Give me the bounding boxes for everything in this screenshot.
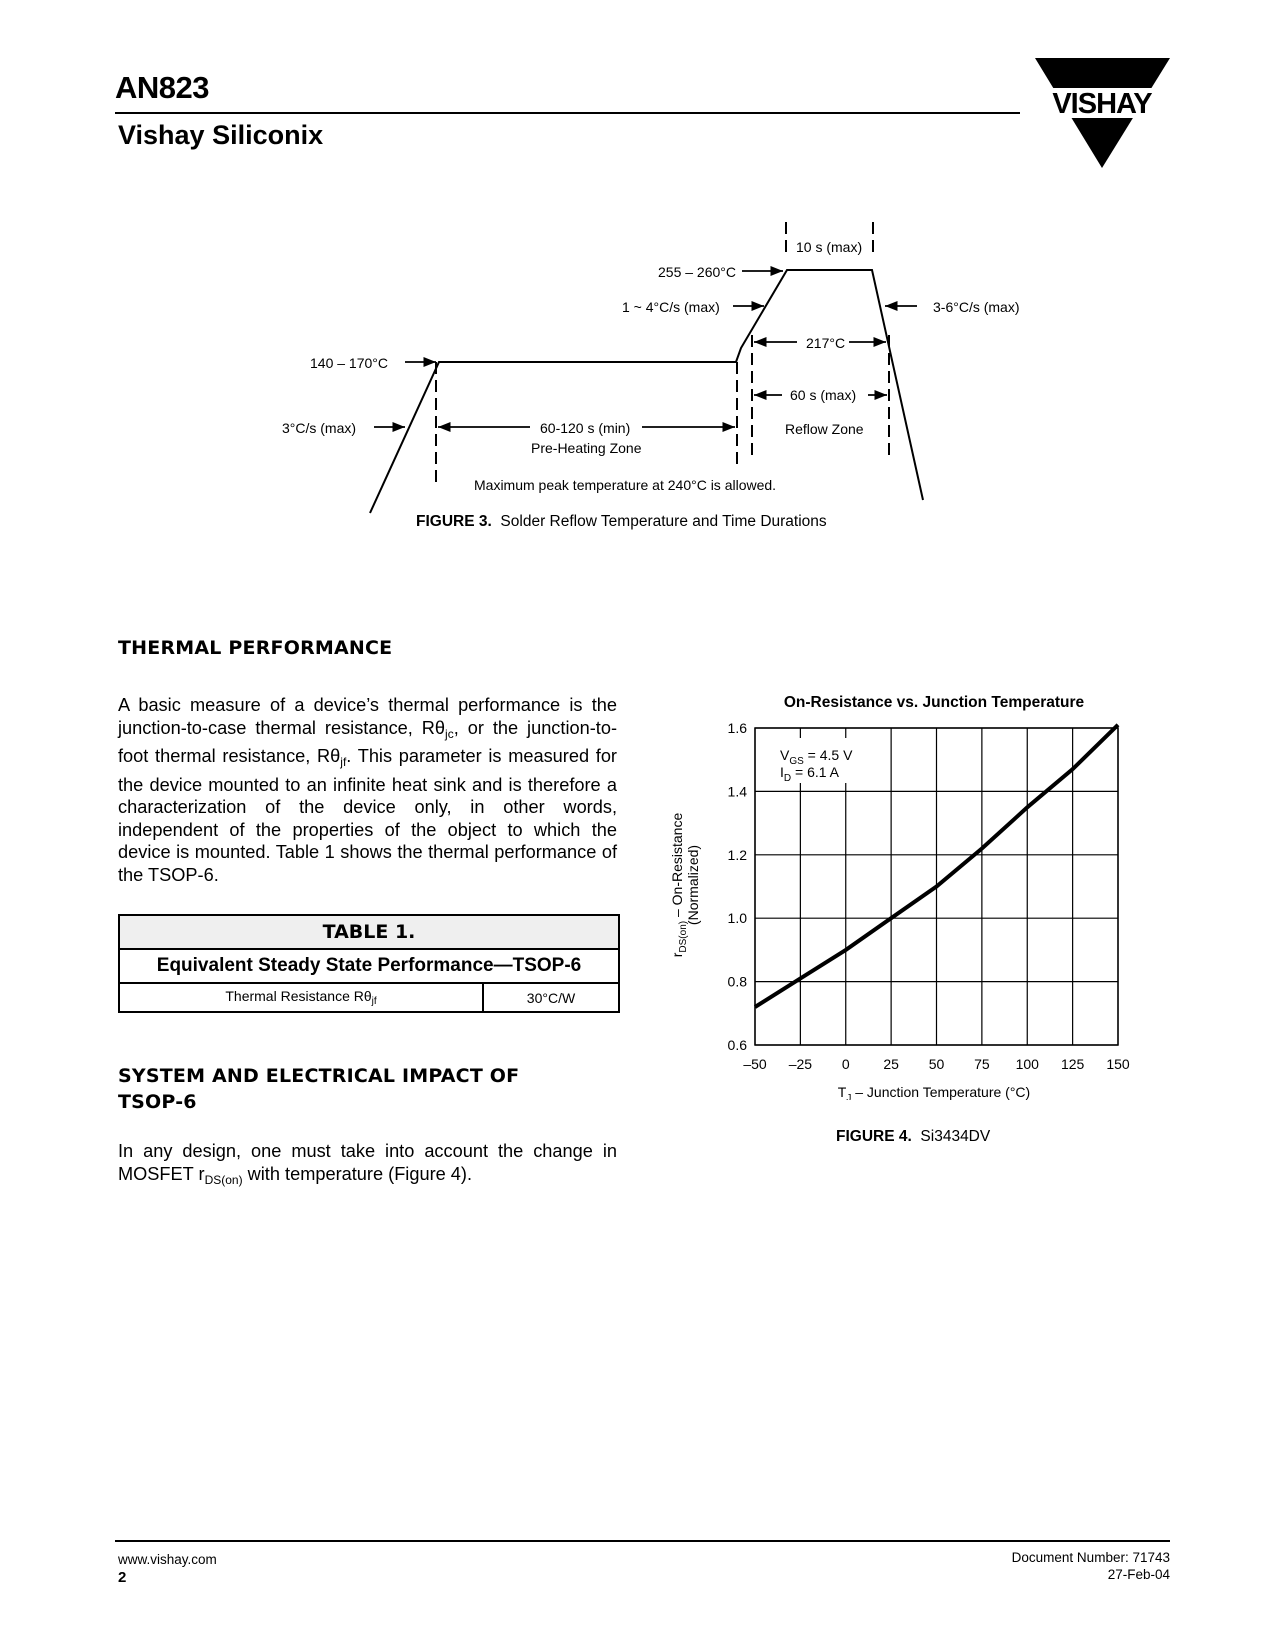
figure4-caption [836, 1128, 990, 1146]
label-preheat-time: 60-120 s (min) [540, 420, 631, 436]
system-impact-heading [118, 1063, 519, 1115]
page-number: 2 [118, 1569, 127, 1586]
system-text-1: In any design, one must take into account the change in MOSFET r [118, 1141, 617, 1184]
label-ramp-up: 1 ~ 4°C/s (max) [622, 299, 720, 315]
label-peak-temp: 255 – 260°C [658, 264, 736, 280]
figure3-caption-number: FIGURE 3. [416, 513, 492, 530]
figure4-caption-number: FIGURE 4. [836, 1128, 912, 1145]
table-row-label-text: Thermal Resistance Rθ [225, 988, 372, 1004]
table-row-value: 30°C/W [483, 983, 619, 1012]
system-paragraph [118, 1140, 617, 1191]
table-row-label-sub: jf [371, 996, 377, 1007]
figure4-caption-text: Si3434DV [920, 1128, 991, 1145]
y-axis-label-line1: $r_{DS(on)}$ – On-Resistance [669, 812, 689, 958]
system-text-2: with temperature (Figure 4). [242, 1163, 473, 1184]
x-tick-label: 50 [928, 1056, 945, 1072]
annotation-vgs: $V_{GS} = 4.5$ V [780, 747, 853, 767]
label-initial-ramp: 3°C/s (max) [282, 420, 357, 436]
x-tick-label: 75 [974, 1056, 990, 1072]
label-preheat-zone: Pre-Heating Zone [531, 440, 642, 456]
thermal-text-2: , or the junction-to-foot thermal resistance, Rθ [118, 717, 618, 766]
document-title: AN823 [115, 70, 209, 105]
company-name: Vishay Siliconix [118, 120, 324, 150]
y-axis-label-line2: (Normalized) [685, 844, 701, 926]
on-resistance-chart [640, 680, 1160, 1100]
table-title: TABLE 1. [119, 915, 619, 949]
y-tick-label: 1.2 [727, 846, 747, 863]
footer-date: 27-Feb-04 [1107, 1567, 1170, 1582]
thermal-sub-jf: jf [340, 755, 347, 769]
system-heading-line2: TSOP-6 [118, 1091, 197, 1113]
thermal-text-3: . This parameter is measured for the device mounted to an infinite heat sink and is therefore a characterization of the device only, in other words, independent of the properties of the object to which the device is mounted. Table 1 shows the thermal performance of the TSOP-6. [118, 746, 617, 885]
label-max-peak-note: Maximum peak temperature at 240°C is allowed. [474, 477, 777, 493]
table-row-label [119, 983, 483, 1012]
thermal-performance-heading: THERMAL PERFORMANCE [118, 637, 393, 659]
x-tick-label: –25 [788, 1056, 813, 1072]
system-heading-line1: SYSTEM AND ELECTRICAL IMPACT OF [118, 1065, 520, 1087]
label-ramp-down: 3-6°C/s (max) [933, 299, 1020, 315]
y-tick-label: 1.4 [727, 783, 747, 800]
x-axis-label: $T_J$ – Junction Temperature (°C) [837, 1084, 1031, 1100]
y-tick-label: 1.6 [727, 720, 747, 736]
label-sixty-s: 60 s (max) [790, 387, 857, 403]
thermal-paragraph [118, 694, 617, 886]
system-sub: DS(on) [204, 1172, 243, 1187]
logo-text: VISHAY [1052, 88, 1152, 120]
x-tick-label: 100 [1015, 1056, 1039, 1072]
chart-title: On-Resistance vs. Junction Temperature [783, 694, 1085, 711]
table-1 [118, 914, 620, 1013]
figure3-caption [416, 513, 827, 531]
x-tick-label: –50 [743, 1056, 767, 1072]
footer-url[interactable]: www.vishay.com [118, 1552, 217, 1567]
y-tick-label: 0.8 [727, 973, 747, 990]
footer-doc-number: Document Number: 71743 [1011, 1550, 1170, 1565]
label-217c: 217°C [806, 335, 846, 351]
x-tick-label: 25 [883, 1056, 899, 1072]
table-subtitle: Equivalent Steady State Performance—TSOP-6 [119, 949, 619, 983]
x-tick-label: 125 [1060, 1056, 1085, 1072]
x-tick-label: 150 [1106, 1056, 1130, 1072]
thermal-text-1: A basic measure of a device’s thermal performance is the junction-to-case thermal resistance, Rθ [118, 695, 617, 738]
annotation-id: $I_D = 6.1$ A [780, 764, 839, 784]
label-ten-s: 10 s (max) [796, 239, 863, 255]
y-tick-label: 1.0 [727, 910, 747, 927]
label-preheat-temp: 140 – 170°C [310, 355, 388, 371]
footer-rule [115, 1540, 1170, 1542]
y-tick-label: 0.6 [727, 1037, 747, 1053]
figure3-caption-text: Solder Reflow Temperature and Time Durations [500, 513, 827, 530]
x-tick-label: 0 [841, 1056, 850, 1072]
label-reflow-zone: Reflow Zone [785, 421, 864, 437]
y-axis-label [669, 813, 701, 958]
thermal-sub-jc: jc [445, 726, 454, 741]
reflow-profile-diagram [0, 0, 1275, 540]
